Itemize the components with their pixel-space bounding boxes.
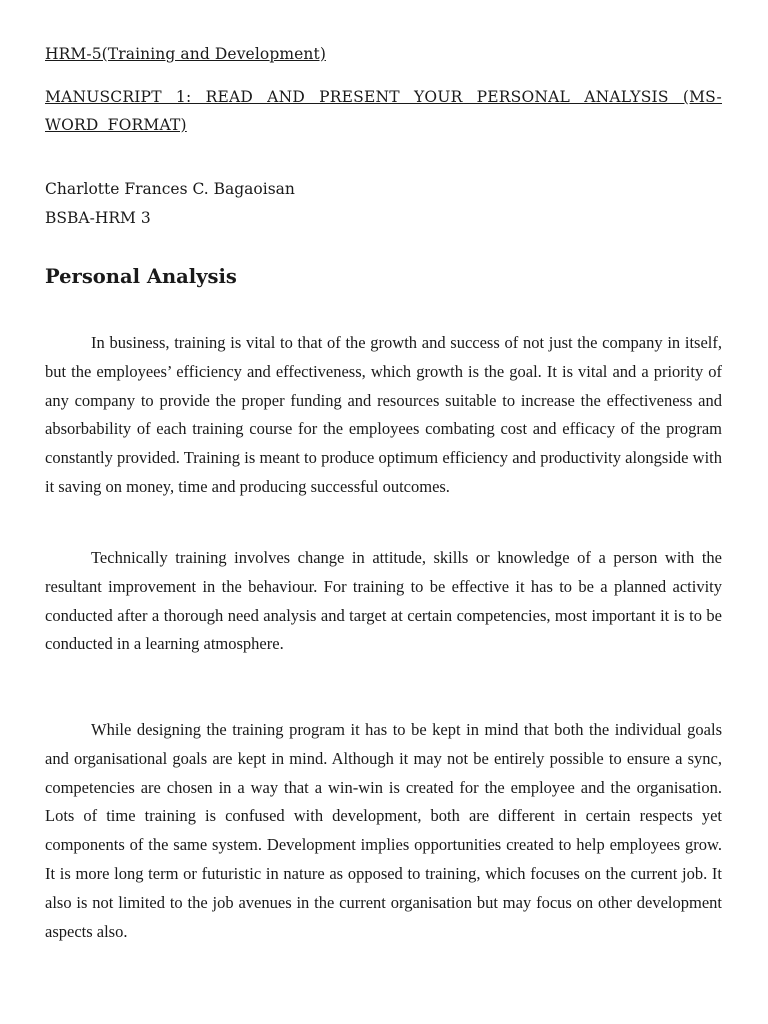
body-paragraph: While designing the training program it has to be kept in mind that both the individual goals and organisational goals are kept in mind. Although it may not be entirely possible to ensure a sync, competencies are chosen in a way that a win-win is created for the employee and the organisation. Lots of time training is confused with development, both are different in certain respects yet components of the same system. Development implies opportunities created to help employees grow. It is more long term or futuristic in nature as opposed to training, which focuses on the current job. It also is not limited to the job avenues in the current organisation but may focus on other development aspects also. bbox=[45, 720, 722, 941]
course-title: HRM-5(Training and Development) bbox=[45, 45, 326, 63]
manuscript-title: MANUSCRIPT 1: READ AND PRESENT YOUR PERSONAL ANALYSIS (MS-WORD FORMAT) bbox=[45, 88, 722, 134]
body-paragraph: In business, training is vital to that of the growth and success of not just the company in itself, but the employees’ efficiency and effectiveness, which growth is the goal. It is vital and a priority of any company to provide the proper funding and resources suitable to increase the effectiveness and absorbability of each training course for the employees combating cost and efficacy of the program constantly provided. Training is meant to produce optimum efficiency and productivity alongside with it saving on money, time and producing successful outcomes. bbox=[45, 333, 722, 496]
body-paragraph: Technically training involves change in attitude, skills or knowledge of a person with the resultant improvement in the behaviour. For training to be effective it has to be a planned activity conducted after a thorough need analysis and target at certain competencies, most important it is to be conducted in a learning atmosphere. bbox=[45, 548, 722, 654]
student-name: Charlotte Frances C. Bagaoisan bbox=[45, 180, 295, 198]
section-heading: Personal Analysis bbox=[45, 265, 237, 288]
student-course: BSBA-HRM 3 bbox=[45, 209, 151, 227]
